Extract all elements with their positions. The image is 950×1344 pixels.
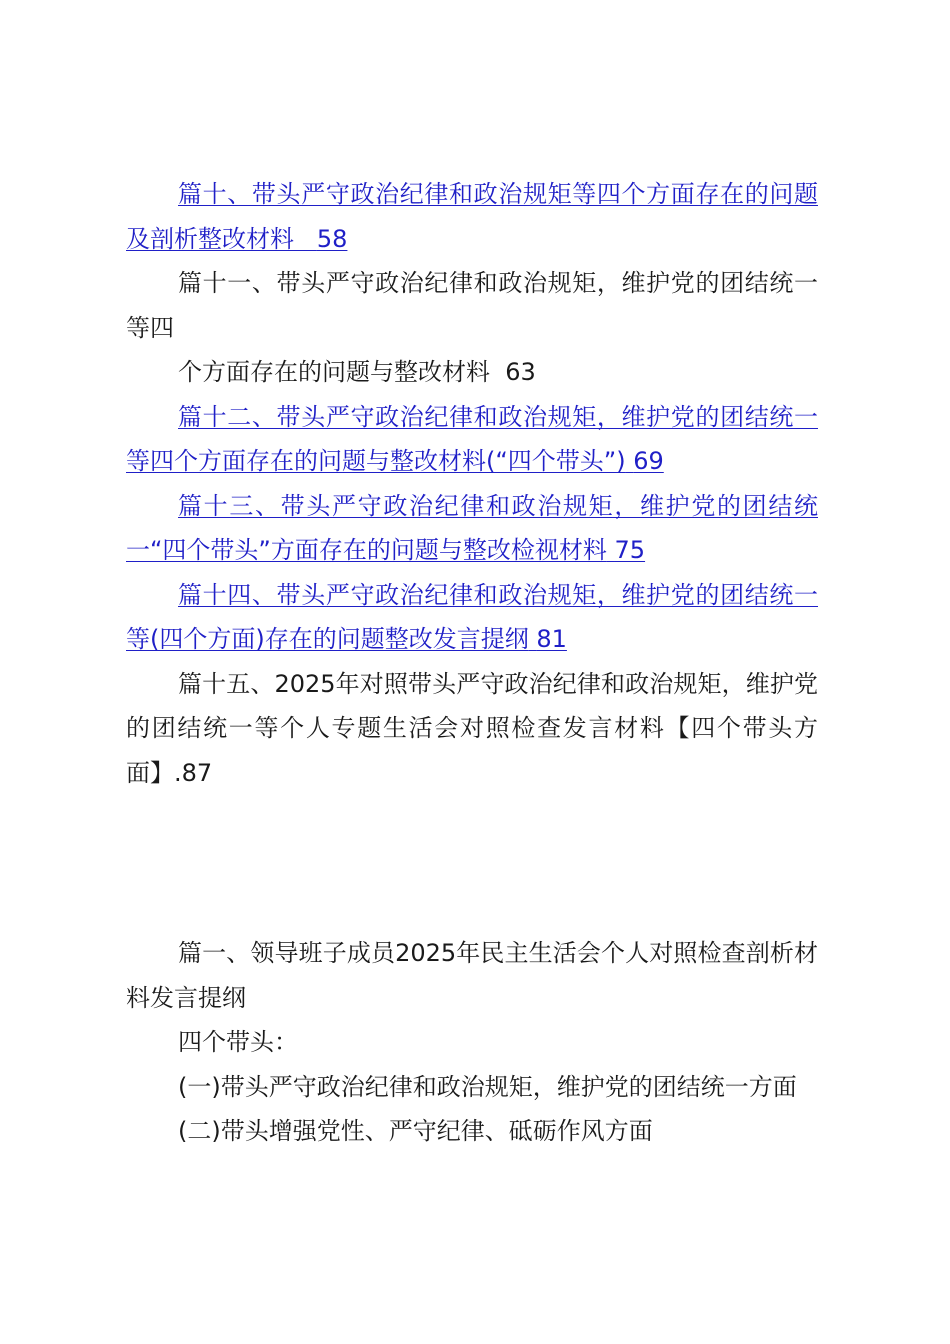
toc-entry-15: 篇十五、2025年对照带头严守政治纪律和政治规矩，维护党的团结统一等个人专题生活会对照检查发言材料【四个带头方面】.87 <box>126 669 818 787</box>
toc-link-13[interactable]: 篇十三、带头严守政治纪律和政治规矩，维护党的团结统一“四个带头”方面存在的问题与整改检视材料 75 <box>126 491 818 564</box>
document-page <box>126 172 818 1154</box>
toc-entry-11: 篇十一、带头严守政治纪律和政治规矩，维护党的团结统一等四 <box>126 269 818 342</box>
toc-entry-11-cont: 个方面存在的问题与整改材料 63 <box>178 358 536 386</box>
section-spacer <box>126 795 818 931</box>
section-item-2: (二)带头增强党性、严守纪律、砥砺作风方面 <box>178 1117 653 1145</box>
toc-entry-10[interactable] <box>126 172 818 261</box>
toc-link-12[interactable]: 篇十二、带头严守政治纪律和政治规矩，维护党的团结统一等四个方面存在的问题与整改材料(“四个带头”) 69 <box>126 402 818 475</box>
toc-link-14[interactable]: 篇十四、带头严守政治纪律和政治规矩，维护党的团结统一等(四个方面)存在的问题整改发言提纲 81 <box>126 580 818 653</box>
toc-entry-13[interactable] <box>126 484 818 573</box>
toc-link-10[interactable]: 篇十、带头严守政治纪律和政治规矩等四个方面存在的问题及剖析整改材料 58 <box>126 180 818 253</box>
section-subhead: 四个带头： <box>178 1028 298 1056</box>
toc-entry-14[interactable] <box>126 573 818 662</box>
toc-entry-12[interactable] <box>126 395 818 484</box>
section-item-1: (一)带头严守政治纪律和政治规矩，维护党的团结统一方面 <box>178 1072 797 1101</box>
section-title: 篇一、领导班子成员2025年民主生活会个人对照检查剖析材料发言提纲 <box>126 939 818 1012</box>
